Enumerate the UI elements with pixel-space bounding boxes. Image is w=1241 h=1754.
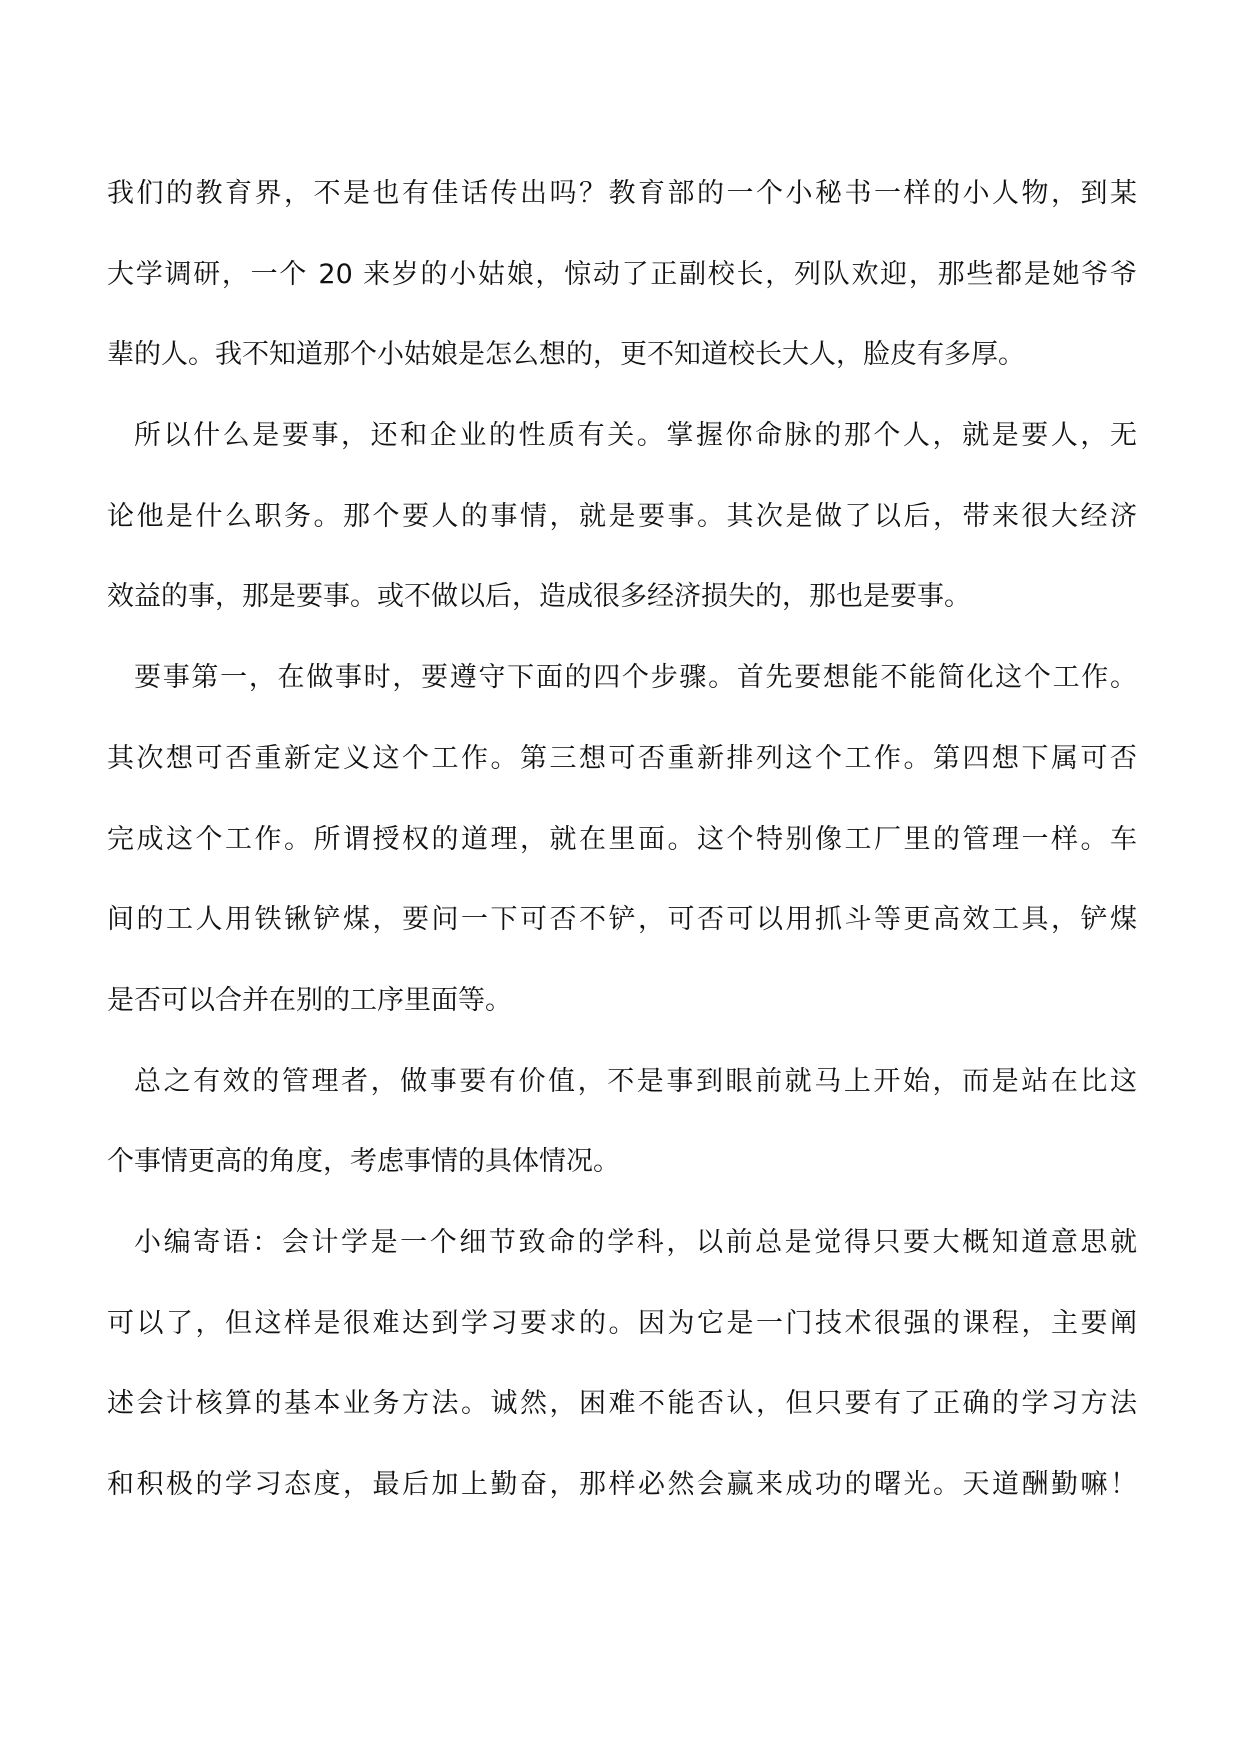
paragraph-line: 小编寄语：会计学是一个细节致命的学科，以前总是觉得只要大概知道意思就 — [134, 1226, 1137, 1258]
paragraph-line: 间的工人用铁锹铲煤，要问一下可否不铲，可否可以用抓斗等更高效工具，铲煤 — [107, 904, 1137, 936]
paragraph-line: 总之有效的管理者，做事要有价值，不是事到眼前就马上开始，而是站在比这 — [134, 1065, 1137, 1097]
paragraph-line: 和积极的学习态度，最后加上勤奋，那样必然会赢来成功的曙光。天道酬勤嘛！ — [107, 1469, 1137, 1500]
paragraph-line: 完成这个工作。所谓授权的道理，就在里面。这个特别像工厂里的管理一样。车 — [107, 823, 1137, 855]
paragraph-line: 所以什么是要事，还和企业的性质有关。掌握你命脉的那个人，就是要人，无 — [134, 420, 1137, 452]
paragraph-4 — [107, 1042, 1137, 1203]
paragraph-line: 其次想可否重新定义这个工作。第三想可否重新排列这个工作。第四想下属可否 — [107, 742, 1137, 774]
paragraph-line: 是否可以合并在别的工序里面等。 — [107, 984, 512, 1016]
paragraph-3 — [107, 638, 1137, 1041]
paragraph-2 — [107, 396, 1137, 638]
paragraph-line: 我们的教育界，不是也有佳话传出吗？教育部的一个小秘书一样的小人物，到某 — [107, 178, 1137, 209]
paragraph-line: 可以了，但这样是很难达到学习要求的。因为它是一门技术很强的课程，主要阐 — [107, 1307, 1137, 1339]
paragraph-line: 论他是什么职务。那个要人的事情，就是要事。其次是做了以后，带来很大经济 — [107, 500, 1137, 532]
paragraph-line: 效益的事，那是要事。或不做以后，造成很多经济损失的，那也是要事。 — [107, 581, 971, 613]
paragraph-line: 辈的人。我不知道那个小姑娘是怎么想的，更不知道校长大人，脸皮有多厚。 — [107, 339, 1025, 371]
article-body — [107, 154, 1137, 1526]
paragraph-line: 述会计核算的基本业务方法。诚然，困难不能否认，但只要有了正确的学习方法 — [107, 1388, 1137, 1420]
paragraph-5 — [107, 1203, 1137, 1526]
paragraph-line: 个事情更高的角度，考虑事情的具体情况。 — [107, 1146, 620, 1178]
paragraph-1 — [107, 154, 1137, 396]
paragraph-line: 要事第一，在做事时，要遵守下面的四个步骤。首先要想能不能简化这个工作。 — [134, 662, 1137, 694]
paragraph-line: 大学调研，一个 20 来岁的小姑娘，惊动了正副校长，列队欢迎，那些都是她爷爷 — [107, 258, 1137, 290]
